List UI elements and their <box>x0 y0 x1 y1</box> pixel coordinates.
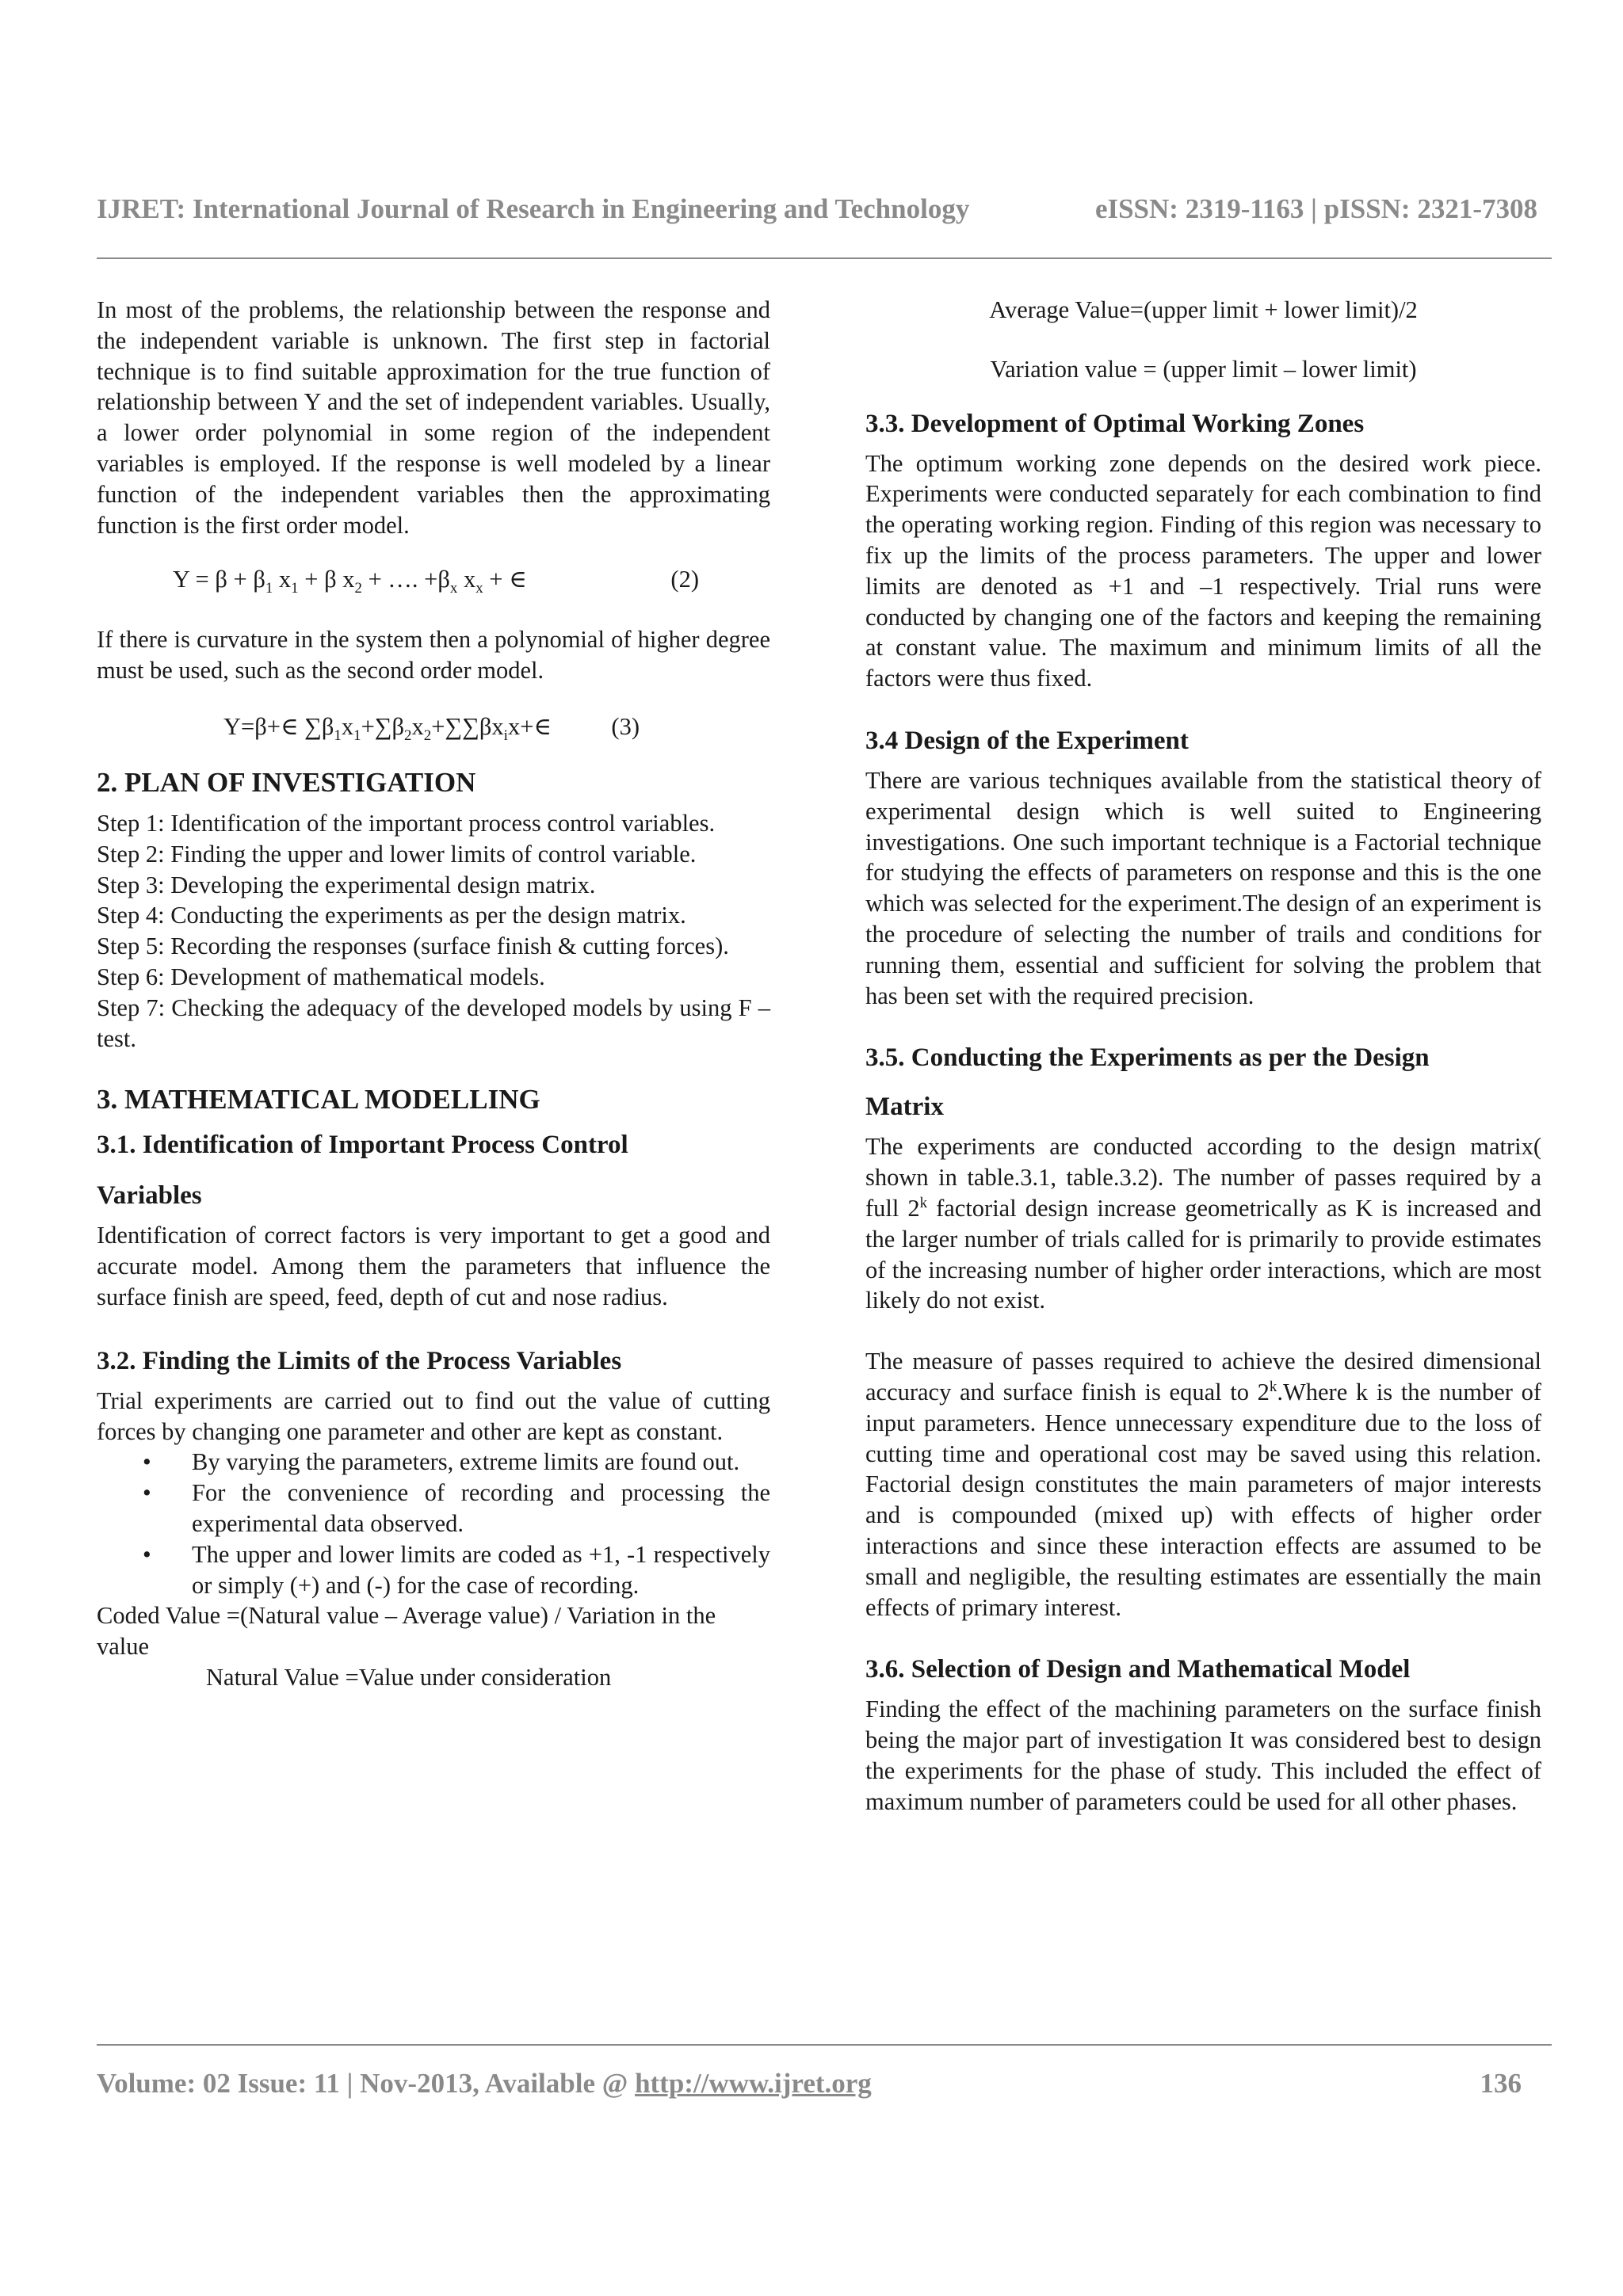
section-3-4-text: There are various techniques available from the statistical theory of experimental design which is well suited to Engineering investigations. One such important technique is a Factorial technique for studying the effects of parameters on response and this is the one which was selected for the experiment.The design of an experiment is the procedure of selecting the number of trails and conditions for running them, essential and sufficient for solving the problem that has been set with the required precision. <box>865 766 1541 1009</box>
step-item: Step 7: Checking the adequacy of the developed models by using F –test. <box>97 994 770 1052</box>
section-3-5-paragraph-1: The experiments are conducted according to the design matrix( shown in table.3.1, table.3.2). The number of passes required by a full 2$^k$ factorial design increase geometrically as K is increased and the larger number of trials called for is primarily to provide estimates of the increasing number of higher order interactions, which are most likely do not exist. <box>865 1133 1541 1314</box>
right-column <box>865 295 1541 1817</box>
issn-info: eISSN: 2319-1163 | pISSN: 2321-7308 <box>1094 193 1537 224</box>
equation-2-formula: $Y = \beta + \beta_1$ $x_1 + \beta$ $x_2$ + …. $+\beta_x$ $x_x$ + ∈ <box>173 566 527 597</box>
section-3-5-heading-line2: Matrix <box>865 1093 944 1122</box>
section-3-3-text: The optimum working zone depends on the desired work piece. Experiments were conducted separately for each combination to find the operating working region. Finding of this region was necessary to fix up the limits of the process parameters. The upper and lower limits are denoted as +1 and –1 respectively. Trial runs were conducted by changing one of the factors and keeping the remaining at constant value. The maximum and minimum limits of all the factors were thus fixed. <box>865 449 1541 692</box>
journal-title: IJRET: International Journal of Research in Engineering and Technology <box>97 193 970 224</box>
footer-rule <box>97 2044 1552 2046</box>
running-header <box>97 193 1537 225</box>
step-item: Step 1: Identification of the important process control variables. <box>97 809 716 837</box>
bullet-item: • For the convenience of recording and processing the experimental data observed. <box>143 1479 770 1537</box>
section-2-heading: 2. PLAN OF INVESTIGATION <box>97 766 476 798</box>
section-3-6-text: Finding the effect of the machining parameters on the surface finish being the major part of investigation It was considered best to design the experiments for the phase of study. This included the effect of maximum number of parameters could be used for all other phases. <box>865 1695 1541 1815</box>
average-value-formula: Average Value=(upper limit + lower limit)/2 <box>989 296 1418 323</box>
intro-paragraph: In most of the problems, the relationship between the response and the independent variable is unknown. The first step in factorial technique is to find suitable approximation for the true function of relationship between Y and the set of independent variables. Usually, a lower order polynomial in some region of the independent variables is employed. If the response is well modeled by a linear function of the independent variables then the approximating function is the first order model. <box>97 296 770 539</box>
left-column <box>97 295 770 1693</box>
limits-bullet-list <box>97 1447 770 1600</box>
bullet-dot-icon: • <box>143 1479 151 1507</box>
steps-list <box>97 808 770 1054</box>
page-number: 136 <box>1480 2068 1522 2099</box>
footer-volume-info: Volume: 02 Issue: 11 | Nov-2013, Available @ http://www.ijret.org <box>97 2068 872 2099</box>
coded-value-formula: Coded Value =(Natural value – Average value) / Variation in the value <box>97 1602 716 1661</box>
equation-2 <box>97 564 770 596</box>
journal-url-link[interactable]: http://www.ijret.org <box>635 2068 872 2099</box>
section-3-5-paragraph-2: The measure of passes required to achieve the desired dimensional accuracy and surface finish is equal to 2$^k$.Where k is the number of input parameters. Hence unnecessary expenditure due to the loss of cutting time and operational cost may be saved using this relation. Factorial design constitutes the main parameters of major interests and is compounded (mixed up) with effects of higher order interactions and since these interaction effects are assumed to be small and negligible, the resulting estimates are essentially the main effects of primary interest. <box>865 1348 1541 1621</box>
step-item: Step 5: Recording the responses (surface finish & cutting forces). <box>97 933 729 960</box>
bullet-item: • The upper and lower limits are coded as +1, -1 respectively or simply (+) and (-) for the case of recording. <box>143 1540 770 1599</box>
equation-3 <box>97 711 770 743</box>
step-item: Step 3: Developing the experimental design matrix. <box>97 871 596 898</box>
header-rule <box>97 257 1552 259</box>
step-item: Step 6: Development of mathematical models. <box>97 963 545 990</box>
step-item: Step 4: Conducting the experiments as per the design matrix. <box>97 902 686 929</box>
natural-value-formula: Natural Value =Value under consideration <box>206 1663 612 1691</box>
section-3-1-heading-line1: 3.1. Identification of Important Process Control <box>97 1131 628 1160</box>
section-3-2-text: Trial experiments are carried out to find out the value of cutting forces by changing one parameter and other are kept as constant. <box>97 1386 770 1445</box>
section-3-6-heading: 3.6. Selection of Design and Mathematical Model <box>865 1655 1411 1684</box>
section-3-4-heading: 3.4 Design of the Experiment <box>865 726 1189 755</box>
section-3-2-heading: 3.2. Finding the Limits of the Process Variables <box>97 1346 622 1375</box>
section-3-heading: 3. MATHEMATICAL MODELLING <box>97 1084 540 1116</box>
page-footer <box>97 2068 1522 2100</box>
section-3-1-heading-line2: Variables <box>97 1181 202 1211</box>
variation-value-formula: Variation value = (upper limit – lower limit) <box>990 355 1417 383</box>
bullet-item: • By varying the parameters, extreme limits are found out. <box>192 1447 770 1478</box>
section-3-3-heading: 3.3. Development of Optimal Working Zones <box>865 409 1365 438</box>
equation-3-formula: Y=β+∈ $\sum\beta_1x_1+\sum\beta_2x_2+\sum\sum\beta x_ix+\in$ <box>223 712 552 745</box>
bullet-dot-icon: • <box>143 1448 151 1476</box>
bullet-dot-icon: • <box>143 1540 151 1568</box>
equation-2-number: (2) <box>670 566 699 593</box>
section-3-5-heading-line1: 3.5. Conducting the Experiments as per the Design <box>865 1043 1430 1073</box>
step-item: Step 2: Finding the upper and lower limits of control variable. <box>97 840 697 868</box>
equation-3-number: (3) <box>611 712 640 740</box>
section-3-1-text: Identification of correct factors is very important to get a good and accurate model. Among them the parameters that influence the surface finish are speed, feed, depth of cut and nose radius. <box>97 1222 770 1310</box>
curvature-paragraph: If there is curvature in the system then a polynomial of higher degree must be used, such as the second order model. <box>97 626 770 685</box>
